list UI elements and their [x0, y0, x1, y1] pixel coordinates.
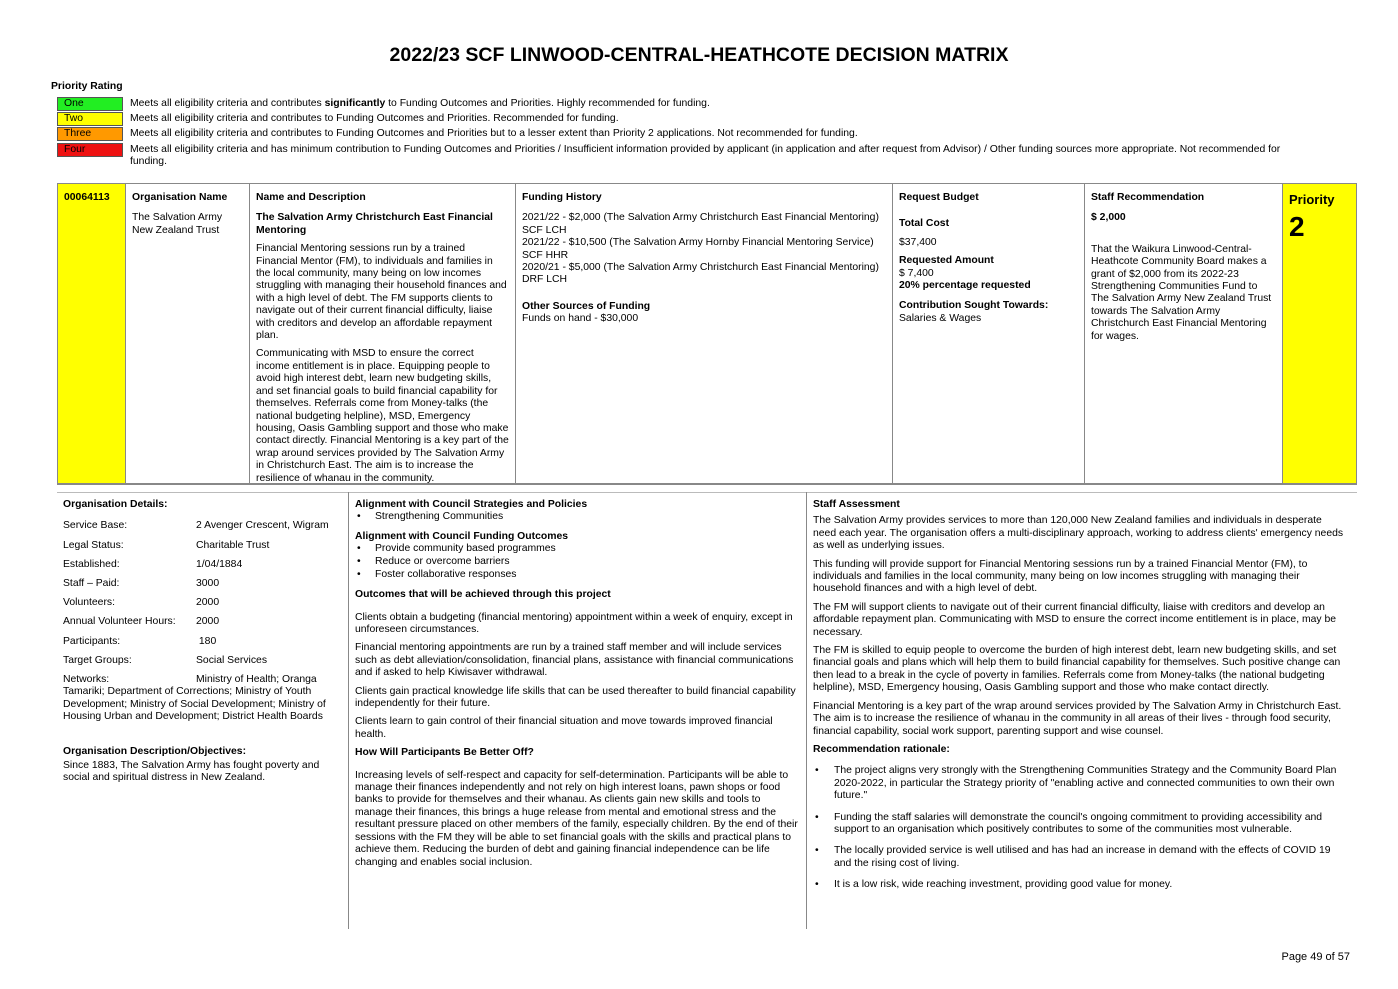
detail-row: Annual Volunteer Hours: 2000 — [63, 616, 220, 628]
assessment-paragraph: This funding will provide support for Financial Mentoring sessions run by a trained Financial Mentor (FM), to individuals and families in the local community, many being on low incomes struggling with managing their household finances and with a high level of debt. — [813, 558, 1308, 595]
staff-recommendation-cell — [1084, 184, 1282, 483]
detail-row: Established: 1/04/1884 — [63, 558, 243, 570]
details-section — [57, 492, 1357, 929]
detail-row: Service Base: 2 Avenger Crescent, Wigram — [63, 520, 329, 532]
page-title: 2022/23 SCF LINWOOD-CENTRAL-HEATHCOTE DECISION MATRIX — [389, 44, 1009, 66]
list-item: • Strengthening Communities — [355, 511, 800, 524]
strategies-list — [355, 511, 800, 524]
organisation-details-column — [57, 492, 348, 929]
list-item: • It is a low risk, wide reaching investment, providing good value for money. — [813, 879, 1347, 891]
application-id: 00064113 — [64, 192, 110, 203]
networks-row: Networks: Ministry of Health; Oranga Tamariki; Department of Corrections; Ministry of Youth Development; Ministry of Social Development; Ministry of Housing Urban and Development; District Health Boards — [63, 674, 342, 724]
detail-row: Target Groups: Social Services — [63, 654, 268, 666]
funding-outcomes-list — [355, 543, 800, 581]
project-outcome: Clients obtain a budgeting (financial mentoring) appointment within a week of enquiry, except in unforeseen circumstances. — [355, 611, 793, 635]
assessment-paragraph: The FM is skilled to equip people to overcome the burden of high interest debt, learn new budgeting skills, and set financial goals and plans which will help them to build financial capability for themselves. Such positive change can then lead to a break in the cycle of poverty in families. Referrals come from Money-talks (the national budgeting helpline), MSD, Emergency housing, Oasis Gambling support and those who make contact directly. — [813, 645, 1341, 694]
priority-swatch-three: Three — [57, 127, 123, 141]
priority-value: 2 — [1289, 211, 1305, 242]
name-description-cell — [249, 184, 515, 483]
organisation-name-line: New Zealand Trust — [132, 224, 220, 236]
funding-history-header: Funding History — [522, 192, 602, 203]
funding-history-line: 2020/21 - $5,000 (The Salvation Army Christchurch East Financial Mentoring) DRF LCH — [522, 262, 879, 286]
decision-matrix-row — [57, 183, 1357, 485]
funding-outcomes-heading: Alignment with Council Funding Outcomes — [355, 531, 568, 542]
other-sources-value: Funds on hand - $30,000 — [522, 313, 639, 325]
contribution-sought-label: Contribution Sought Towards: — [899, 300, 1049, 312]
project-description: Financial Mentoring sessions run by a trained Financial Mentor (FM), to individuals and families in the local community, many being on low incomes struggling with managing their household finances and with a high level of debt. The FM supports clients to navigate out of their current financial difficulty, liaise with creditors and develop an affordable repayment plan. — [256, 243, 507, 342]
priority-description: Meets all eligibility criteria and contributes to Funding Outcomes and Priorities but to a lesser extent than Priority 2 applications. Not recommended for funding. — [130, 128, 858, 139]
assessment-paragraph: Financial Mentoring is a key part of the wrap around services provided by The Salvation Army in Christchurch East. The aim is to increase the resilience of whanau in the community in all areas of their lives - through food security, financial capability, social work support, parenting support and wise counsel. — [813, 700, 1342, 737]
priority-swatch-four: Four — [57, 143, 123, 157]
list-item: • Funding the staff salaries will demonstrate the council's ongoing commitment to providing accessibility and support to an organisation which positively contributes to some of the communities most vulnerable. — [813, 812, 1347, 837]
staff-recommendation-header: Staff Recommendation — [1091, 192, 1205, 203]
name-description-header: Name and Description — [256, 192, 366, 203]
organisation-details-heading: Organisation Details: — [63, 499, 168, 510]
list-item: • Provide community based programmes — [355, 543, 800, 556]
detail-row: Volunteers: 2000 — [63, 597, 220, 609]
organisation-description: Since 1883, The Salvation Army has fought poverty and social and spiritual distress in New Zealand. — [63, 759, 320, 784]
project-outcome: Clients learn to gain control of their financial situation and move towards improved financial health. — [355, 716, 773, 740]
requested-amount-value: $ 7,400 — [899, 267, 934, 279]
request-budget-header: Request Budget — [899, 192, 979, 203]
page-number: Page 49 of 57 — [1281, 951, 1350, 963]
priority-swatch-two: Two — [57, 112, 123, 126]
detail-row: Legal Status: Charitable Trust — [63, 539, 270, 551]
strategies-heading: Alignment with Council Strategies and Policies — [355, 499, 588, 510]
priority-cell — [1282, 184, 1356, 483]
better-off-text: Increasing levels of self-respect and capacity for self-determination. Participants will be able to manage their finances independently and not rely on high interest loans, pawn shops or food banks to provide for themselves and their whanau. As clients gain new skills and tools to manage their finances, this brings a huge release from mental and emotional stress and the resultant pressure placed on other members of the family, especially children. By the end of their sessions with the FM they will be able to set financial goals with the skills and practical plans to achieve them. Reducing the burden of debt and gaining financial independence can be life changing and enables social inclusion. — [355, 769, 798, 868]
project-outcomes-heading: Outcomes that will be achieved through this project — [355, 589, 611, 601]
requested-amount-label: Requested Amount — [899, 255, 994, 267]
project-description: Communicating with MSD to ensure the correct income entitlement is in place. Equipping people to avoid high interest debt, learn new budgeting skills, and set financial goals to build financial capability for themselves. Referrals come from Money-talks (the national budgeting helpline), MSD, Emergency housing, Oasis Gambling support and those who make contact directly. Financial Mentoring is a key part of the wrap around services provided by The Salvation Army in Christchurch East. The aim is to increase the resilience of whanau in the community. — [256, 348, 509, 484]
application-id-cell — [58, 184, 125, 483]
networks-list: Tamariki; Department of Corrections; Ministry of Youth Development; Ministry of Social Development; Ministry of Housing Urban and Development; District Health Boards — [63, 686, 326, 723]
list-item: • The project aligns very strongly with the Strengthening Communities Strategy and the Community Board Plan 2020-2022, in particular the Strategy priority of "enabling active and connected communities to own their own future." — [813, 765, 1347, 802]
priority-description: Meets all eligibility criteria and contributes to Funding Outcomes and Priorities. Recommended for funding. — [130, 113, 619, 124]
funding-history-line: 2021/22 - $10,500 (The Salvation Army Hornby Financial Mentoring Service) SCF HHR — [522, 237, 874, 261]
list-item: • Reduce or overcome barriers — [355, 556, 800, 569]
contribution-sought-value: Salaries & Wages — [899, 312, 982, 324]
project-outcome: Clients gain practical knowledge life skills that can be used thereafter to build financial capability independently for their future. — [355, 685, 796, 710]
staff-recommendation-text: That the Waikura Linwood-Central-Heathcote Community Board makes a grant of $2,000 from its 2022-23 Strengthening Communities Fund to The Salvation Army New Zealand Trust towards The Salvation Army Christchurch East Financial Mentoring for wages. — [1091, 243, 1272, 342]
priority-rating-heading: Priority Rating — [51, 81, 123, 92]
alignment-column — [349, 492, 806, 929]
list-item: • Foster collaborative responses — [355, 569, 800, 582]
requested-percentage: 20% percentage requested — [899, 280, 1031, 292]
staff-recommendation-amount: $ 2,000 — [1091, 212, 1126, 224]
rationale-list — [813, 765, 1347, 891]
better-off-heading: How Will Participants Be Better Off? — [355, 747, 534, 759]
project-name: The Salvation Army Christchurch East Financial Mentoring — [256, 212, 493, 236]
staff-assessment-heading: Staff Assessment — [813, 499, 900, 510]
funding-history-cell — [515, 184, 892, 483]
assessment-paragraph: The FM will support clients to navigate out of their current financial difficulty, liaise with creditors and develop an affordable repayment plan. Communicating with MSD to ensure the correct income entitlement is in place, may be necessary. — [813, 601, 1337, 638]
organisation-name-cell — [125, 184, 249, 483]
detail-row: Participants: 180 — [63, 635, 217, 647]
detail-row: Staff – Paid: 3000 — [63, 577, 220, 589]
staff-assessment-column — [807, 492, 1353, 929]
funding-history-line: 2021/22 - $2,000 (The Salvation Army Christchurch East Financial Mentoring) SCF LCH — [522, 212, 879, 236]
other-sources-header: Other Sources of Funding — [522, 300, 651, 312]
priority-header: Priority — [1289, 192, 1335, 207]
request-budget-cell — [892, 184, 1084, 483]
total-cost-label: Total Cost — [899, 218, 950, 230]
rationale-heading: Recommendation rationale: — [813, 743, 950, 755]
organisation-name-header: Organisation Name — [132, 192, 228, 203]
organisation-name-line: The Salvation Army — [132, 212, 223, 224]
project-outcome: Financial mentoring appointments are run by a trained staff member and will include services such as debt alleviation/consolidation, financial plans, assistance with financial communications and if asked to help Kiwisaver withdrawal. — [355, 642, 794, 679]
priority-description: Meets all eligibility criteria and contributes significantly to Funding Outcomes and Priorities. Highly recommended for funding. — [130, 98, 710, 109]
total-cost-value: $37,400 — [899, 236, 937, 248]
organisation-description-heading: Organisation Description/Objectives: — [63, 745, 247, 757]
assessment-paragraph: The Salvation Army provides services to more than 120,000 New Zealand families and individuals in desperate need each year. The organisation offers a multi-disciplinary approach, working to address clients' emergency needs as well as underlying issues. — [813, 515, 1344, 552]
list-item: • The locally provided service is well utilised and has had an increase in demand with the effects of COVID 19 and the rising cost of living. — [813, 845, 1347, 870]
priority-description: Meets all eligibility criteria and has minimum contribution to Funding Outcomes and Priorities / Insufficient information provided by applicant (in application and after request from Advisor) / Other funding sources more appropriate. Not recommended for funding. — [130, 144, 1281, 168]
priority-swatch-one: One — [57, 97, 123, 111]
